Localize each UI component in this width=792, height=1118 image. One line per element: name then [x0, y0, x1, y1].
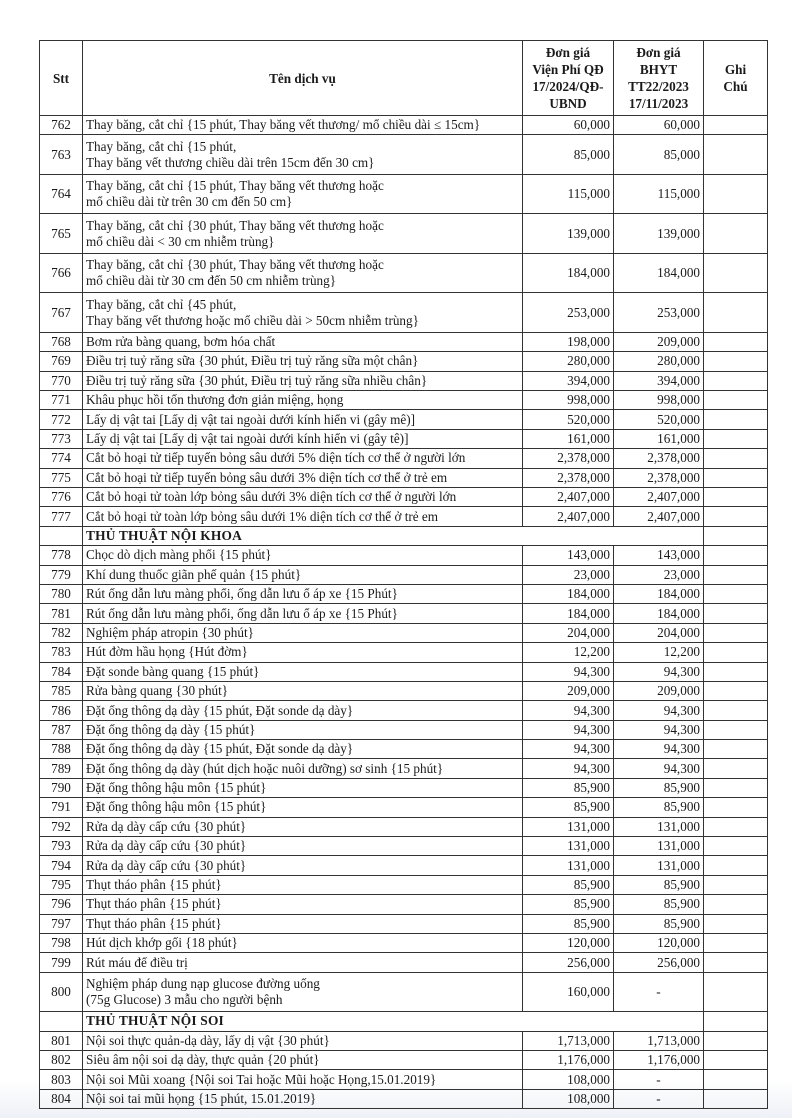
table-row	[40, 468, 768, 487]
table-row	[40, 720, 768, 739]
table-row	[40, 934, 768, 953]
note-cell	[704, 701, 768, 720]
service-name: Hút đờm hầu họng {Hút đờm}	[83, 643, 523, 662]
note-cell	[704, 662, 768, 681]
row-stt: 771	[40, 391, 83, 410]
section-header-row	[40, 526, 768, 545]
table-row	[40, 875, 768, 894]
price-hospital: 520,000	[523, 410, 614, 429]
row-stt: 775	[40, 468, 83, 487]
service-name: Bơm rửa bàng quang, bơm hóa chất	[83, 332, 523, 351]
price-hospital: 94,300	[523, 740, 614, 759]
service-name: Thụt tháo phân {15 phút}	[83, 895, 523, 914]
price-insurance: 120,000	[614, 934, 704, 953]
row-stt: 796	[40, 895, 83, 914]
note-cell	[704, 391, 768, 410]
price-insurance: 12,200	[614, 643, 704, 662]
note-cell	[704, 1051, 768, 1070]
price-hospital: 115,000	[523, 174, 614, 214]
note-cell	[704, 1031, 768, 1050]
price-insurance: 94,300	[614, 701, 704, 720]
row-stt: 803	[40, 1070, 83, 1089]
header-price-insurance: Đơn giá BHYT TT22/2023 17/11/2023	[614, 41, 704, 116]
table-row	[40, 681, 768, 700]
row-stt: 804	[40, 1089, 83, 1108]
price-insurance: 209,000	[614, 681, 704, 700]
table-row	[40, 135, 768, 175]
price-insurance: 85,900	[614, 798, 704, 817]
note-cell	[704, 332, 768, 351]
table-row	[40, 759, 768, 778]
service-name: Thay băng, cắt chỉ {30 phút, Thay băng vết thương hoặc mổ chiều dài < 30 cm nhiễm trùng}	[83, 214, 523, 254]
service-name: Đặt ống thông dạ dày {15 phút, Đặt sonde dạ dày}	[83, 701, 523, 720]
service-name: Thụt tháo phân {15 phút}	[83, 875, 523, 894]
note-cell	[704, 371, 768, 390]
price-hospital: 2,407,000	[523, 488, 614, 507]
service-name: Thay băng, cắt chỉ {15 phút, Thay băng vết thương/ mổ chiều dài ≤ 15cm}	[83, 116, 523, 135]
table-row	[40, 1051, 768, 1070]
row-stt: 787	[40, 720, 83, 739]
table-row	[40, 584, 768, 603]
note-cell	[704, 214, 768, 254]
note-cell	[704, 526, 768, 545]
row-stt: 795	[40, 875, 83, 894]
row-stt: 800	[40, 972, 83, 1012]
note-cell	[704, 604, 768, 623]
service-name: Nội soi thực quản-dạ dày, lấy dị vật {30 phút}	[83, 1031, 523, 1050]
table-row	[40, 371, 768, 390]
row-stt: 801	[40, 1031, 83, 1050]
price-insurance: 85,900	[614, 914, 704, 933]
table-row	[40, 293, 768, 333]
price-insurance: 94,300	[614, 740, 704, 759]
table-row	[40, 740, 768, 759]
table-row	[40, 972, 768, 1012]
row-stt: 791	[40, 798, 83, 817]
price-hospital: 184,000	[523, 584, 614, 603]
price-insurance: 23,000	[614, 565, 704, 584]
price-hospital: 209,000	[523, 681, 614, 700]
price-hospital: 12,200	[523, 643, 614, 662]
note-cell	[704, 546, 768, 565]
service-name: Hút dịch khớp gối {18 phút}	[83, 934, 523, 953]
row-stt: 766	[40, 253, 83, 293]
table-row	[40, 565, 768, 584]
note-cell	[704, 681, 768, 700]
price-insurance: 60,000	[614, 116, 704, 135]
price-insurance: 85,900	[614, 778, 704, 797]
table-row	[40, 1031, 768, 1050]
row-stt: 776	[40, 488, 83, 507]
row-stt: 784	[40, 662, 83, 681]
price-insurance: -	[614, 972, 704, 1012]
table-row	[40, 778, 768, 797]
price-hospital: 253,000	[523, 293, 614, 333]
service-name: Thay băng, cắt chỉ {45 phút, Thay băng vết thương hoặc mổ chiều dài > 50cm nhiễm trùng}	[83, 293, 523, 333]
service-name: Rửa dạ dày cấp cứu {30 phút}	[83, 837, 523, 856]
note-cell	[704, 837, 768, 856]
note-cell	[704, 759, 768, 778]
table-row	[40, 856, 768, 875]
row-stt: 769	[40, 352, 83, 371]
row-stt: 763	[40, 135, 83, 175]
note-cell	[704, 135, 768, 175]
note-cell	[704, 778, 768, 797]
row-stt: 767	[40, 293, 83, 333]
service-name: Đặt sonde bàng quang {15 phút}	[83, 662, 523, 681]
note-cell	[704, 623, 768, 642]
price-hospital: 1,713,000	[523, 1031, 614, 1050]
price-hospital: 85,900	[523, 798, 614, 817]
table-row	[40, 914, 768, 933]
table-row	[40, 546, 768, 565]
price-hospital: 85,900	[523, 914, 614, 933]
service-name: Thay băng, cắt chỉ {15 phút, Thay băng vết thương hoặc mổ chiều dài từ trên 30 cm đến 50 cm}	[83, 174, 523, 214]
price-hospital: 94,300	[523, 662, 614, 681]
price-hospital: 161,000	[523, 429, 614, 448]
service-name: Nghiệm pháp atropin {30 phút}	[83, 623, 523, 642]
row-stt: 786	[40, 701, 83, 720]
table-row	[40, 488, 768, 507]
table-row	[40, 895, 768, 914]
note-cell	[704, 352, 768, 371]
row-stt: 788	[40, 740, 83, 759]
note-cell	[704, 410, 768, 429]
note-cell	[704, 1089, 768, 1108]
service-name: Đặt ống thông hậu môn {15 phút}	[83, 778, 523, 797]
price-insurance: 2,407,000	[614, 488, 704, 507]
price-insurance: 85,900	[614, 895, 704, 914]
note-cell	[704, 584, 768, 603]
row-stt: 790	[40, 778, 83, 797]
service-name: Rút ống dẫn lưu màng phổi, ống dẫn lưu ổ áp xe {15 Phút}	[83, 584, 523, 603]
table-row	[40, 604, 768, 623]
table-row	[40, 701, 768, 720]
note-cell	[704, 914, 768, 933]
table-row	[40, 798, 768, 817]
header-price-hospital: Đơn giá Viện Phí QĐ 17/2024/QĐ- UBND	[523, 41, 614, 116]
row-stt: 779	[40, 565, 83, 584]
price-hospital: 198,000	[523, 332, 614, 351]
price-insurance: 85,900	[614, 875, 704, 894]
price-insurance: 94,300	[614, 720, 704, 739]
note-cell	[704, 468, 768, 487]
price-hospital: 131,000	[523, 817, 614, 836]
note-cell	[704, 293, 768, 333]
price-insurance: 161,000	[614, 429, 704, 448]
table-row	[40, 643, 768, 662]
price-hospital: 139,000	[523, 214, 614, 254]
table-row	[40, 410, 768, 429]
row-stt: 794	[40, 856, 83, 875]
price-insurance: 998,000	[614, 391, 704, 410]
table-row	[40, 391, 768, 410]
note-cell	[704, 875, 768, 894]
price-insurance: 184,000	[614, 604, 704, 623]
service-name: Chọc dò dịch màng phổi {15 phút}	[83, 546, 523, 565]
price-insurance: 204,000	[614, 623, 704, 642]
price-insurance: 1,713,000	[614, 1031, 704, 1050]
price-insurance: 2,407,000	[614, 507, 704, 526]
row-stt: 782	[40, 623, 83, 642]
header-stt: Stt	[40, 41, 83, 116]
table-row	[40, 623, 768, 642]
price-hospital: 280,000	[523, 352, 614, 371]
price-hospital: 85,900	[523, 778, 614, 797]
service-name: Đặt ống thông dạ dày {15 phút, Đặt sonde dạ dày}	[83, 740, 523, 759]
note-cell	[704, 449, 768, 468]
section-title: THỦ THUẬT NỘI SOI	[83, 1012, 704, 1031]
row-stt: 783	[40, 643, 83, 662]
table-row	[40, 817, 768, 836]
note-cell	[704, 856, 768, 875]
price-insurance: 184,000	[614, 253, 704, 293]
price-insurance: 209,000	[614, 332, 704, 351]
price-insurance: 2,378,000	[614, 468, 704, 487]
note-cell	[704, 720, 768, 739]
service-name: Khâu phục hồi tổn thương đơn giản miệng, họng	[83, 391, 523, 410]
service-name: Thay băng, cắt chỉ {15 phút, Thay băng vết thương chiều dài trên 15cm đến 30 cm}	[83, 135, 523, 175]
service-name: Lấy dị vật tai [Lấy dị vật tai ngoài dưới kính hiển vi (gây tê)]	[83, 429, 523, 448]
table-row	[40, 449, 768, 468]
table-row	[40, 352, 768, 371]
note-cell	[704, 488, 768, 507]
price-hospital: 108,000	[523, 1070, 614, 1089]
table-row	[40, 953, 768, 972]
row-stt: 764	[40, 174, 83, 214]
row-stt: 798	[40, 934, 83, 953]
note-cell	[704, 565, 768, 584]
row-stt: 789	[40, 759, 83, 778]
service-name: Nghiệm pháp dung nạp glucose đường uống (75g Glucose) 3 mẫu cho người bệnh	[83, 972, 523, 1012]
service-price-table	[39, 40, 768, 1109]
row-stt: 777	[40, 507, 83, 526]
service-name: Cắt bỏ hoại tử toàn lớp bỏng sâu dưới 1% diện tích cơ thể ở trẻ em	[83, 507, 523, 526]
service-name: Siêu âm nội soi dạ dày, thực quản {20 phút}	[83, 1051, 523, 1070]
table-header-row	[40, 41, 768, 116]
price-insurance: 1,176,000	[614, 1051, 704, 1070]
price-insurance: 131,000	[614, 817, 704, 836]
price-hospital: 2,407,000	[523, 507, 614, 526]
service-name: Cắt bỏ hoại tử tiếp tuyến bỏng sâu dưới 3% diện tích cơ thể ở trẻ em	[83, 468, 523, 487]
header-service-name: Tên dịch vụ	[83, 41, 523, 116]
price-hospital: 143,000	[523, 546, 614, 565]
note-cell	[704, 934, 768, 953]
table-row	[40, 214, 768, 254]
price-hospital: 998,000	[523, 391, 614, 410]
price-insurance: -	[614, 1070, 704, 1089]
service-name: Rửa dạ dày cấp cứu {30 phút}	[83, 817, 523, 836]
note-cell	[704, 429, 768, 448]
row-stt: 780	[40, 584, 83, 603]
table-row	[40, 116, 768, 135]
row-stt: 768	[40, 332, 83, 351]
price-hospital: 394,000	[523, 371, 614, 390]
price-insurance: -	[614, 1089, 704, 1108]
price-hospital: 120,000	[523, 934, 614, 953]
row-stt: 772	[40, 410, 83, 429]
note-cell	[704, 507, 768, 526]
price-hospital: 204,000	[523, 623, 614, 642]
price-insurance: 85,000	[614, 135, 704, 175]
price-hospital: 94,300	[523, 720, 614, 739]
price-hospital: 131,000	[523, 837, 614, 856]
price-hospital: 160,000	[523, 972, 614, 1012]
price-insurance: 184,000	[614, 584, 704, 603]
price-hospital: 60,000	[523, 116, 614, 135]
service-name: Đặt ống thông dạ dày {15 phút}	[83, 720, 523, 739]
service-name: Đặt ống thông hậu môn {15 phút}	[83, 798, 523, 817]
row-stt: 781	[40, 604, 83, 623]
price-insurance: 253,000	[614, 293, 704, 333]
service-name: Điều trị tuỷ răng sữa {30 phút, Điều trị tuỷ răng sữa nhiều chân}	[83, 371, 523, 390]
price-insurance: 131,000	[614, 856, 704, 875]
note-cell	[704, 972, 768, 1012]
note-cell	[704, 798, 768, 817]
price-insurance: 131,000	[614, 837, 704, 856]
price-insurance: 280,000	[614, 352, 704, 371]
service-name: Cắt bỏ hoại tử toàn lớp bỏng sâu dưới 3% diện tích cơ thể ở người lớn	[83, 488, 523, 507]
price-insurance: 520,000	[614, 410, 704, 429]
table-row	[40, 662, 768, 681]
price-insurance: 394,000	[614, 371, 704, 390]
price-hospital: 184,000	[523, 253, 614, 293]
note-cell	[704, 740, 768, 759]
table-row	[40, 429, 768, 448]
price-hospital: 108,000	[523, 1089, 614, 1108]
service-name: Đặt ống thông dạ dày (hút dịch hoặc nuôi dưỡng) sơ sinh {15 phút}	[83, 759, 523, 778]
row-stt: 793	[40, 837, 83, 856]
price-hospital: 85,900	[523, 875, 614, 894]
note-cell	[704, 1012, 768, 1031]
section-stt-cell	[40, 1012, 83, 1031]
row-stt: 792	[40, 817, 83, 836]
price-hospital: 1,176,000	[523, 1051, 614, 1070]
note-cell	[704, 253, 768, 293]
row-stt: 770	[40, 371, 83, 390]
table-row	[40, 174, 768, 214]
row-stt: 799	[40, 953, 83, 972]
header-note: Ghi Chú	[704, 41, 768, 116]
price-insurance: 139,000	[614, 214, 704, 254]
note-cell	[704, 817, 768, 836]
service-name: Rút máu để điều trị	[83, 953, 523, 972]
price-insurance: 143,000	[614, 546, 704, 565]
row-stt: 778	[40, 546, 83, 565]
price-insurance: 2,378,000	[614, 449, 704, 468]
price-hospital: 256,000	[523, 953, 614, 972]
price-hospital: 2,378,000	[523, 468, 614, 487]
note-cell	[704, 895, 768, 914]
row-stt: 802	[40, 1051, 83, 1070]
table-row	[40, 837, 768, 856]
price-hospital: 85,900	[523, 895, 614, 914]
price-hospital: 94,300	[523, 759, 614, 778]
service-name: Rút ống dẫn lưu màng phổi, ống dẫn lưu ổ áp xe {15 Phút}	[83, 604, 523, 623]
service-name: Cắt bỏ hoại tử tiếp tuyến bỏng sâu dưới 5% diện tích cơ thể ở người lớn	[83, 449, 523, 468]
price-insurance: 115,000	[614, 174, 704, 214]
table-row	[40, 332, 768, 351]
service-name: Nội soi tai mũi họng {15 phút, 15.01.2019}	[83, 1089, 523, 1108]
price-insurance: 94,300	[614, 662, 704, 681]
row-stt: 774	[40, 449, 83, 468]
row-stt: 785	[40, 681, 83, 700]
row-stt: 773	[40, 429, 83, 448]
table-row	[40, 1089, 768, 1108]
service-name: Rửa dạ dày cấp cứu {30 phút}	[83, 856, 523, 875]
price-hospital: 2,378,000	[523, 449, 614, 468]
table-row	[40, 253, 768, 293]
service-name: Thụt tháo phân {15 phút}	[83, 914, 523, 933]
price-hospital: 85,000	[523, 135, 614, 175]
row-stt: 797	[40, 914, 83, 933]
table-body	[40, 116, 768, 1109]
price-insurance: 256,000	[614, 953, 704, 972]
row-stt: 762	[40, 116, 83, 135]
note-cell	[704, 953, 768, 972]
service-name: Lấy dị vật tai [Lấy dị vật tai ngoài dưới kính hiển vi (gây mê)]	[83, 410, 523, 429]
row-stt: 765	[40, 214, 83, 254]
note-cell	[704, 1070, 768, 1089]
service-name: Rửa bàng quang {30 phút}	[83, 681, 523, 700]
service-name: Khí dung thuốc giãn phế quản {15 phút}	[83, 565, 523, 584]
price-hospital: 23,000	[523, 565, 614, 584]
section-stt-cell	[40, 526, 83, 545]
table-row	[40, 507, 768, 526]
price-insurance: 94,300	[614, 759, 704, 778]
section-title: THỦ THUẬT NỘI KHOA	[83, 526, 704, 545]
note-cell	[704, 643, 768, 662]
section-header-row	[40, 1012, 768, 1031]
note-cell	[704, 174, 768, 214]
table-row	[40, 1070, 768, 1089]
note-cell	[704, 116, 768, 135]
price-hospital: 131,000	[523, 856, 614, 875]
price-hospital: 94,300	[523, 701, 614, 720]
service-name: Thay băng, cắt chỉ {30 phút, Thay băng vết thương hoặc mổ chiều dài từ 30 cm đến 50 cm nhiễm trùng}	[83, 253, 523, 293]
service-name: Điều trị tuỷ răng sữa {30 phút, Điều trị tuỷ răng sữa một chân}	[83, 352, 523, 371]
service-name: Nội soi Mũi xoang {Nội soi Tai hoặc Mũi hoặc Họng,15.01.2019}	[83, 1070, 523, 1089]
price-hospital: 184,000	[523, 604, 614, 623]
